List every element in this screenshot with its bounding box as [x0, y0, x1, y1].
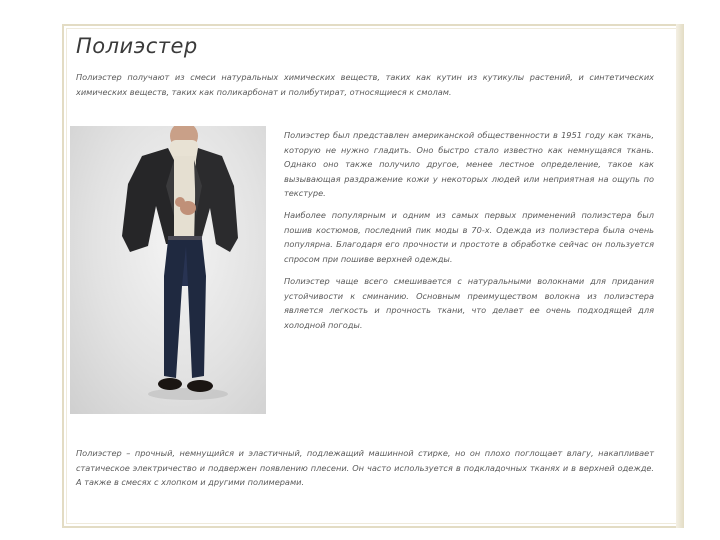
history-paragraph: Полиэстер был представлен американской общественности в 1951 году как ткань, которую не нужно гладить. Оно быстро стало известно как немнущаяся ткань. Однако оно также получило другое, менее лестное определение, такое как вызывающая раздражение кожи у некоторых людей или неприятная на ощупь по текстуре. [284, 130, 654, 198]
properties-paragraph: Полиэстер – прочный, немнущийся и эластичный, подлежащий машинной стирке, но он плохо поглощает влагу, накапливает статическое электричество и подвержен появлению плесени. Он часто используется в подкладочных тканях и в верхней одежде. А также в смесях с хлопком и другими полимерами. [76, 448, 654, 487]
intro-paragraph: Полиэстер получают из смеси натуральных химических веществ, таких как кутин из кутикулы растений, и синтетических химических веществ, таких как поликарбонат и полибутират, относящиеся к смолам. [76, 72, 654, 97]
page-title: Полиэстер [76, 34, 198, 58]
frame-accent [676, 24, 684, 528]
model-photo [70, 126, 266, 414]
usage-paragraph: Наиболее популярным и одним из самых первых применений полиэстера был пошив костюмов, последний пик моды в 70-х. Одежда из полиэстера была очень популярна. Благодаря его прочности и простоте в обработке сейчас он пользуется спросом при пошиве верхней одежды. [284, 210, 654, 264]
blend-paragraph: Полиэстер чаще всего смешивается с натуральными волокнами для придания устойчивости к сминанию. Основным преимуществом волокна из полиэстера является легкость и прочность ткани, что делает ее очень подходящей для холодной погоды. [284, 276, 654, 330]
